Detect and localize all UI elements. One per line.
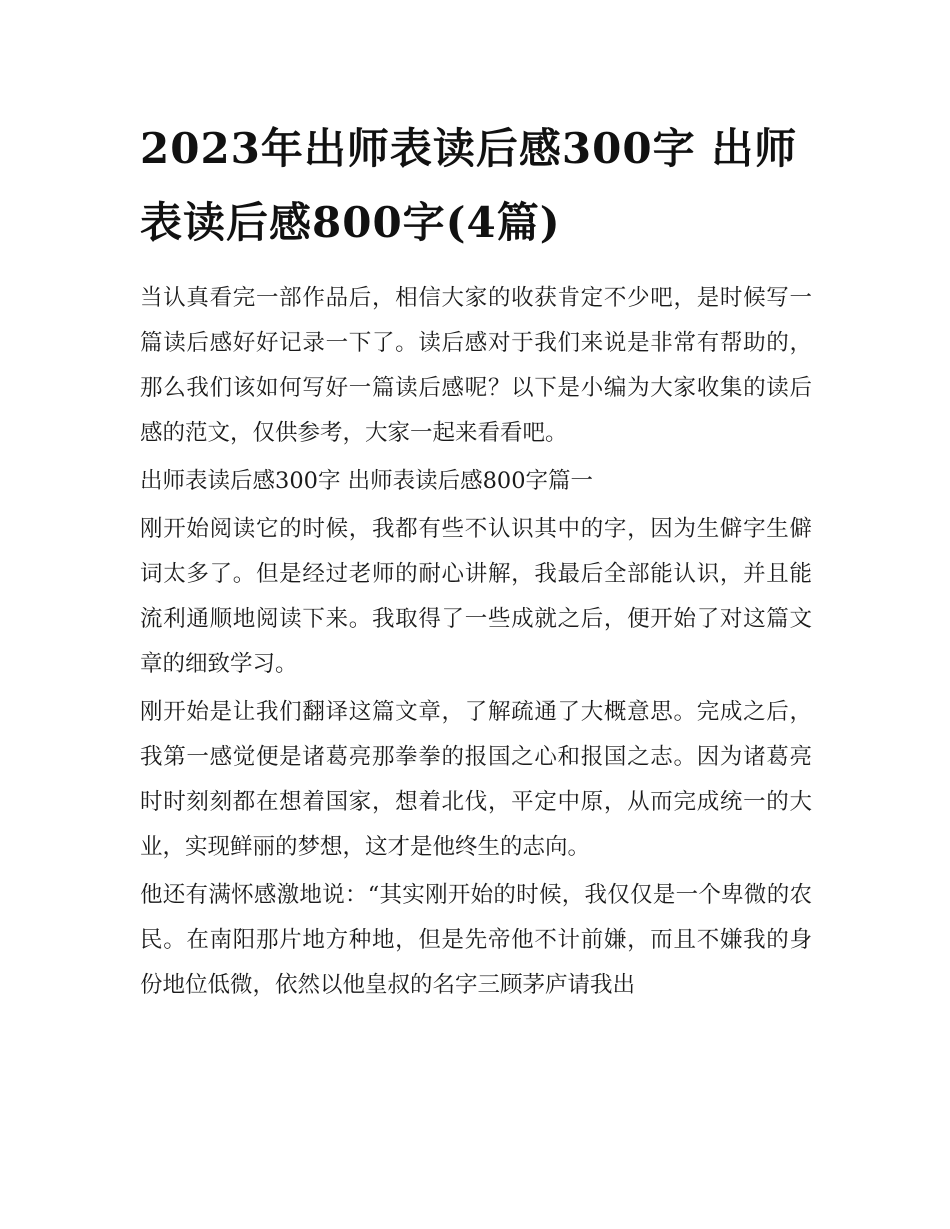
body-paragraph: 刚开始阅读它的时候，我都有些不认识其中的字，因为生僻字生僻词太多了。但是经过老师的耐心讲解，我最后全部能认识，并且能流利通顺地阅读下来。我取得了一些成就之后，便开始了对这篇文章的细致学习。 [140, 516, 812, 677]
body-paragraph: 刚开始是让我们翻译这篇文章，了解疏通了大概意思。完成之后，我第一感觉便是诸葛亮那拳拳的报国之心和报国之志。因为诸葛亮时时刻刻都在想着国家，想着北伐，平定中原，从而完成统一的大业，实现鲜丽的梦想，这才是他终生的志向。 [140, 699, 812, 860]
section-heading: 出师表读后感300字 出师表读后感800字篇一 [140, 468, 594, 494]
intro-paragraph: 当认真看完一部作品后，相信大家的收获肯定不少吧，是时候写一篇读后感好好记录一下了。读后感对于我们来说是非常有帮助的，那么我们该如何写好一篇读后感呢？以下是小编为大家收集的读后感的范文，仅供参考，大家一起来看看吧。 [140, 285, 812, 446]
document-title: 2023年出师表读后感300字 出师表读后感800字(4篇) [140, 124, 798, 247]
body-paragraph: 他还有满怀感激地说：“其实刚开始的时候，我仅仅是一个卑微的农民。在南阳那片地方种地，但是先帝他不计前嫌，而且不嫌我的身份地位低微，依然以他皇叔的名字三顾茅庐请我出 [140, 882, 812, 998]
document-body [140, 112, 812, 1008]
